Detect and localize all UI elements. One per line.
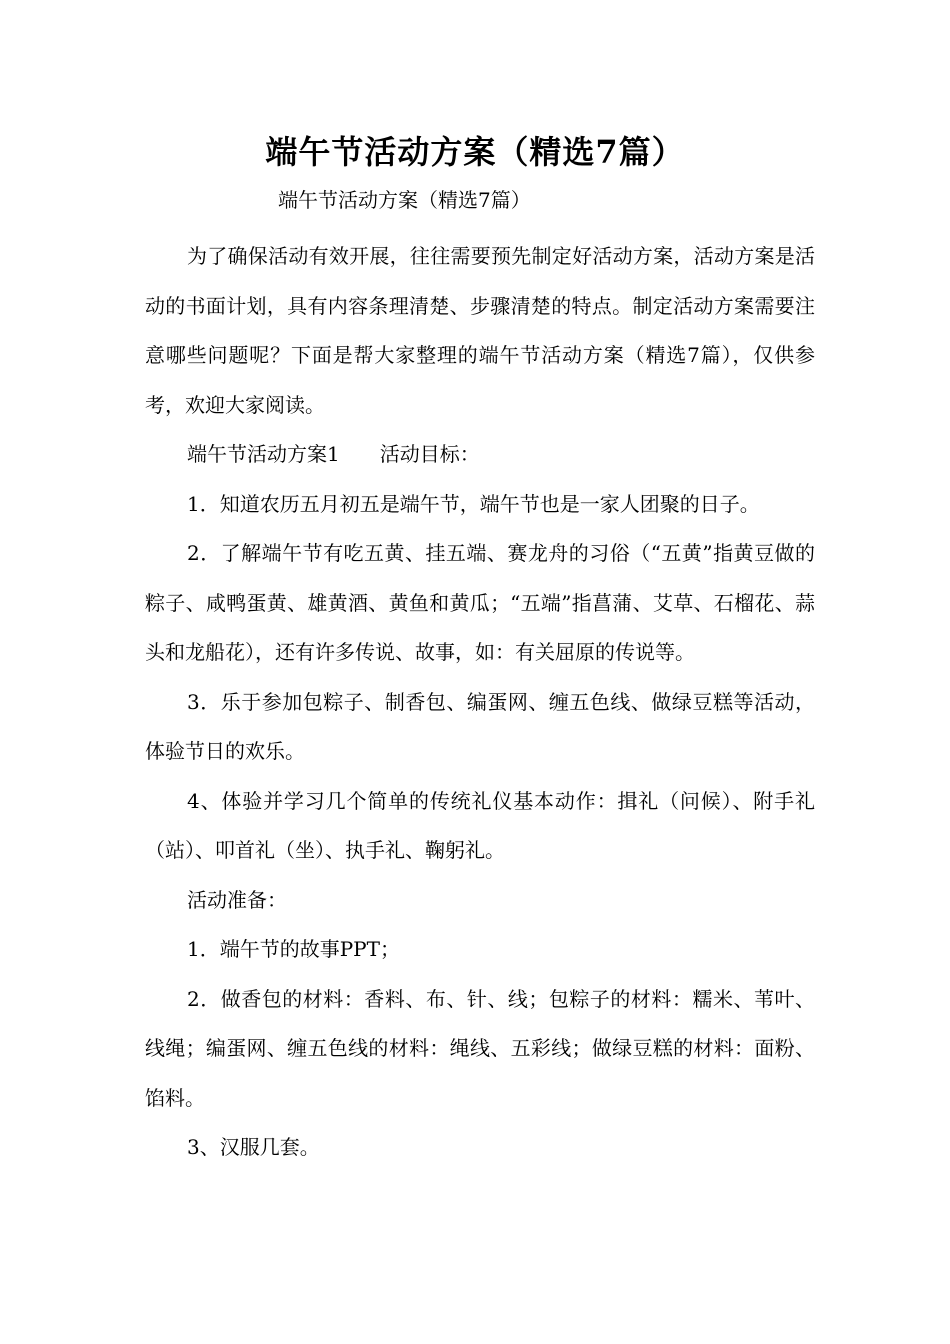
intro-paragraph: 为了确保活动有效开展，往往需要预先制定好活动方案，活动方案是活动的书面计划，具有内容条理清楚、步骤清楚的特点。制定活动方案需要注意哪些问题呢？下面是帮大家整理的端午节活动方案（精选7篇），仅供参考，欢迎大家阅读。: [145, 244, 815, 417]
preparation-heading: 活动准备：: [187, 887, 287, 912]
section-heading: [145, 430, 815, 480]
section-heading-text: 活动目标：: [379, 442, 480, 466]
preparation-paragraph-1: 1．端午节的故事PPT；: [187, 937, 400, 961]
goal-paragraph-4: 4、体验并学习几个简单的传统礼仪基本动作：揖礼（问候）、附手礼（站）、叩首礼（坐）、执手礼、鞠躬礼。: [145, 788, 815, 862]
goal-paragraph-3: 3．乐于参加包粽子、制香包、编蛋网、缠五色线、做绿豆糕等活动，体验节日的欢乐。: [145, 689, 815, 763]
preparation-paragraph-2: 2．做香包的材料：香料、布、针、线；包粽子的材料：糯米、苇叶、线绳；编蛋网、缠五色线的材料：绳线、五彩线；做绿豆糕的材料：面粉、馅料。: [145, 986, 815, 1110]
page-title: 端午节活动方案（精选7篇）: [265, 133, 685, 171]
goal-paragraph-2: 2．了解端午节有吃五黄、挂五端、赛龙舟的习俗（“五黄”指黄豆做的粽子、咸鸭蛋黄、雄黄酒、黄鱼和黄瓜；“五端”指菖蒲、艾草、石榴花、蒜头和龙船花），还有许多传说、故事，如：有关屈原的传说等。: [145, 541, 815, 664]
page-subtitle: 端午节活动方案（精选7篇）: [278, 188, 531, 212]
goal-paragraph-1: 1．知道农历五月初五是端午节，端午节也是一家人团聚的日子。: [187, 491, 760, 516]
preparation-paragraph-3: 3、汉服几套。: [187, 1135, 320, 1159]
section-heading-label: 端午节活动方案1: [187, 442, 340, 466]
document-body: [145, 232, 815, 1173]
